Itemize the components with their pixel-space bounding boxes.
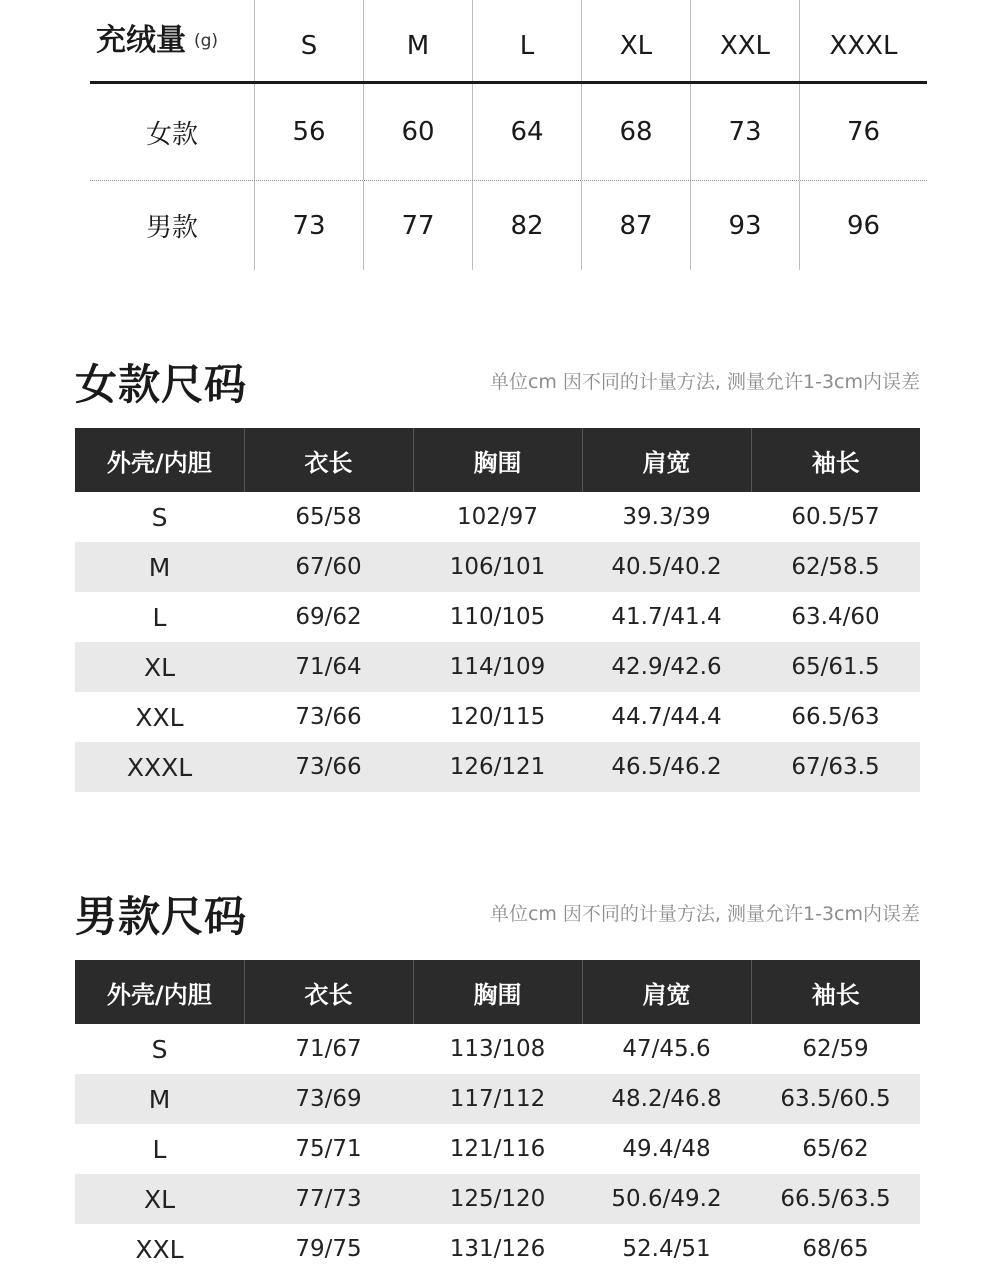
size-cell: XXL (135, 702, 184, 732)
table-row (75, 542, 920, 592)
table-cell: 75/71 (295, 1136, 362, 1162)
section-title: 女款尺码 (75, 360, 248, 409)
table-header-row (75, 428, 920, 492)
fill-title: 充绒量 (96, 22, 186, 58)
size-cell: M (75, 542, 244, 592)
table-row (75, 692, 920, 742)
size-cell: S (151, 502, 168, 532)
table-row (75, 592, 920, 642)
column-header: 肩宽 (582, 428, 751, 492)
table-cell: 68/65 (802, 1236, 869, 1262)
table-cell: 50.6/49.2 (582, 1174, 751, 1224)
table-row (75, 492, 920, 542)
table-cell: 62/59 (802, 1036, 869, 1062)
column-header: 袖长 (751, 428, 920, 492)
fill-size-header: XL (581, 0, 690, 81)
fill-value: 68 (581, 84, 690, 180)
table-cell: 67/63.5 (751, 742, 920, 792)
table-row (75, 742, 920, 792)
fill-size-header: XXXL (799, 0, 927, 81)
fill-row-women (90, 84, 927, 181)
column-header: 外壳/内胆 (75, 428, 244, 492)
column-header: 衣长 (244, 960, 413, 1024)
fill-size-header: XXL (690, 0, 799, 81)
fill-value: 76 (799, 84, 927, 180)
fill-size-header: L (472, 0, 581, 81)
table-cell: 52.4/51 (622, 1236, 711, 1262)
table-cell: 63.5/60.5 (751, 1074, 920, 1124)
women-size-table (75, 428, 920, 792)
table-cell: 65/62 (802, 1136, 869, 1162)
fill-value: 60 (363, 84, 472, 180)
fill-row-label: 男款 (145, 213, 198, 243)
table-cell: 79/75 (295, 1236, 362, 1262)
table-cell: 48.2/46.8 (582, 1074, 751, 1124)
fill-value: 73 (254, 181, 363, 270)
fill-unit: (g) (194, 30, 219, 51)
fill-header-row (90, 0, 927, 84)
table-cell: 117/112 (413, 1074, 582, 1124)
fill-value: 93 (690, 181, 799, 270)
fill-value: 64 (472, 84, 581, 180)
table-cell: 65/58 (295, 504, 362, 530)
table-cell: 65/61.5 (751, 642, 920, 692)
size-cell: XL (75, 642, 244, 692)
section-header (75, 884, 920, 960)
fill-weight-table (90, 0, 927, 270)
table-row (75, 1074, 920, 1124)
table-cell: 125/120 (413, 1174, 582, 1224)
fill-value: 77 (363, 181, 472, 270)
table-cell: 113/108 (449, 1036, 546, 1062)
table-cell: 73/69 (244, 1074, 413, 1124)
fill-row-men (90, 181, 927, 270)
table-cell: 102/97 (457, 504, 538, 530)
column-header: 衣长 (244, 428, 413, 492)
fill-value: 87 (581, 181, 690, 270)
size-cell: XL (75, 1174, 244, 1224)
table-cell: 73/66 (295, 704, 362, 730)
table-row (75, 1174, 920, 1224)
table-header-row (75, 960, 920, 1024)
table-cell: 71/64 (244, 642, 413, 692)
column-header: 袖长 (751, 960, 920, 1024)
size-cell: M (75, 1074, 244, 1124)
measurement-note: 单位cm 因不同的计量方法, 测量允许1-3cm内误差 (489, 371, 920, 393)
fill-value: 56 (254, 84, 363, 180)
table-cell: 42.9/42.6 (582, 642, 751, 692)
section-title: 男款尺码 (75, 892, 248, 941)
table-cell: 41.7/41.4 (611, 604, 722, 630)
table-cell: 66.5/63.5 (751, 1174, 920, 1224)
table-cell: 39.3/39 (622, 504, 711, 530)
table-cell: 71/67 (295, 1036, 362, 1062)
fill-row-label: 女款 (145, 119, 198, 150)
table-cell: 73/66 (244, 742, 413, 792)
size-cell: L (152, 602, 167, 632)
table-cell: 106/101 (413, 542, 582, 592)
table-cell: 69/62 (295, 604, 362, 630)
fill-value: 82 (472, 181, 581, 270)
table-cell: 62/58.5 (751, 542, 920, 592)
size-cell: XXL (135, 1234, 184, 1264)
column-header: 胸围 (413, 428, 582, 492)
column-header: 胸围 (413, 960, 582, 1024)
fill-value: 73 (690, 84, 799, 180)
table-cell: 44.7/44.4 (611, 704, 722, 730)
size-cell: XXXL (75, 742, 244, 792)
fill-title-cell (90, 0, 254, 81)
table-row (75, 642, 920, 692)
section-header (75, 352, 920, 428)
men-size-section (75, 884, 920, 1274)
table-cell: 49.4/48 (622, 1136, 711, 1162)
table-cell: 131/126 (449, 1236, 546, 1262)
table-row (75, 1024, 920, 1074)
measurement-note: 单位cm 因不同的计量方法, 测量允许1-3cm内误差 (489, 903, 920, 925)
table-cell: 46.5/46.2 (582, 742, 751, 792)
men-size-table (75, 960, 920, 1274)
fill-size-header: S (254, 0, 363, 81)
table-cell: 121/116 (449, 1136, 546, 1162)
table-cell: 126/121 (413, 742, 582, 792)
table-cell: 114/109 (413, 642, 582, 692)
table-cell: 40.5/40.2 (582, 542, 751, 592)
table-cell: 63.4/60 (791, 604, 880, 630)
table-cell: 120/115 (449, 704, 546, 730)
column-header: 肩宽 (582, 960, 751, 1024)
fill-value: 96 (799, 181, 927, 270)
table-row (75, 1124, 920, 1174)
column-header: 外壳/内胆 (75, 960, 244, 1024)
size-cell: L (152, 1134, 167, 1164)
table-cell: 66.5/63 (791, 704, 880, 730)
table-row (75, 1224, 920, 1274)
size-cell: S (151, 1034, 168, 1064)
table-cell: 60.5/57 (791, 504, 880, 530)
table-cell: 47/45.6 (622, 1036, 711, 1062)
table-cell: 77/73 (244, 1174, 413, 1224)
fill-size-header: M (363, 0, 472, 81)
women-size-section (75, 352, 920, 792)
table-cell: 110/105 (449, 604, 546, 630)
table-cell: 67/60 (244, 542, 413, 592)
